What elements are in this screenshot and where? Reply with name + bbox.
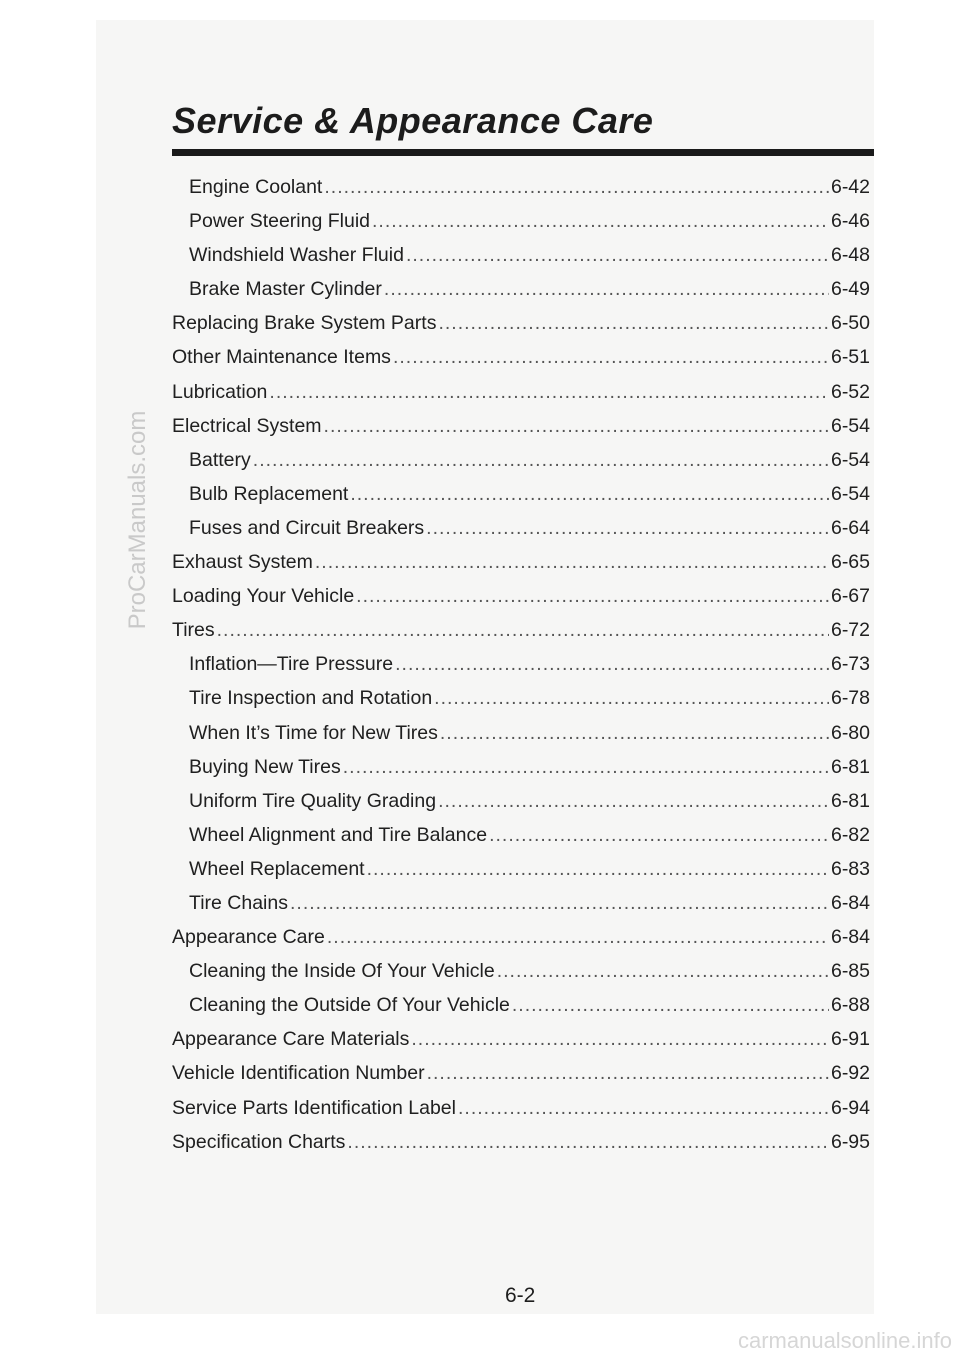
toc-entry-label: Uniform Tire Quality Grading — [189, 789, 437, 812]
toc-entry-page: 6-81 — [830, 789, 870, 812]
toc-entry-page: 6-49 — [830, 278, 870, 301]
dot-leader — [440, 722, 829, 745]
toc-entry-label: Specification Charts — [172, 1130, 346, 1153]
toc-entry[interactable] — [172, 312, 870, 346]
toc-entry[interactable] — [172, 449, 870, 483]
toc-entry-label: Brake Master Cylinder — [189, 278, 382, 301]
toc-entry[interactable] — [172, 278, 870, 312]
toc-entry-page: 6-50 — [830, 312, 870, 335]
toc-entry-label: Tire Inspection and Rotation — [189, 687, 433, 710]
dot-leader — [411, 1028, 829, 1051]
toc-entry-page: 6-81 — [830, 755, 870, 778]
toc-entry-label: Buying New Tires — [189, 755, 341, 778]
toc-entry[interactable] — [172, 756, 870, 790]
dot-leader — [406, 244, 829, 267]
dot-leader — [324, 415, 829, 438]
dot-leader — [315, 551, 829, 574]
toc-entry[interactable] — [172, 892, 870, 926]
toc-entry-page: 6-85 — [830, 960, 870, 983]
dot-leader — [395, 653, 829, 676]
toc-entry-label: Appearance Care — [172, 926, 325, 949]
toc-entry-label: Exhaust System — [172, 551, 313, 574]
toc-entry[interactable] — [172, 483, 870, 517]
toc-entry[interactable] — [172, 926, 870, 960]
toc-entry-page: 6-88 — [830, 994, 870, 1017]
dot-leader — [347, 1131, 829, 1154]
dot-leader — [438, 790, 829, 813]
dot-leader — [290, 892, 829, 915]
toc-entry[interactable] — [172, 790, 870, 824]
toc-entry-label: Cleaning the Outside Of Your Vehicle — [189, 994, 510, 1017]
toc-entry[interactable] — [172, 210, 870, 244]
toc-entry-label: Replacing Brake System Parts — [172, 312, 437, 335]
toc-entry-label: Tires — [172, 619, 215, 642]
toc-entry-page: 6-83 — [830, 857, 870, 880]
dot-leader — [458, 1097, 829, 1120]
dot-leader — [489, 824, 829, 847]
toc-entry[interactable] — [172, 858, 870, 892]
toc-entry[interactable] — [172, 960, 870, 994]
toc-entry-page: 6-42 — [830, 176, 870, 198]
dot-leader — [350, 483, 829, 506]
toc-entry-page: 6-91 — [830, 1028, 870, 1051]
toc-entry-page: 6-48 — [830, 244, 870, 267]
dot-leader — [426, 517, 829, 540]
toc-entry-label: Battery — [189, 448, 251, 471]
toc-entry-label: Tire Chains — [189, 891, 288, 914]
toc-entry-page: 6-80 — [830, 721, 870, 744]
footer-watermark: carmanualsonline.info — [737, 1328, 952, 1353]
toc-entry-page: 6-73 — [830, 653, 870, 676]
dot-leader — [253, 449, 829, 472]
toc-entry-page: 6-82 — [830, 823, 870, 846]
toc-entry-label: Fuses and Circuit Breakers — [189, 516, 425, 539]
toc-entry[interactable] — [172, 619, 870, 653]
dot-leader — [367, 858, 829, 881]
toc-entry-label: Bulb Replacement — [189, 482, 349, 505]
toc-entry-label: When It’s Time for New Tires — [189, 721, 438, 744]
toc-entry[interactable] — [172, 244, 870, 278]
toc-entry[interactable] — [172, 653, 870, 687]
toc-entry-label: Appearance Care Materials — [172, 1028, 410, 1051]
toc-entry[interactable] — [172, 551, 870, 585]
toc-entry-label: Vehicle Identification Number — [172, 1062, 425, 1085]
dot-leader — [356, 585, 829, 608]
dot-leader — [393, 346, 829, 369]
toc-entry-page: 6-54 — [830, 414, 870, 437]
toc-entry-label: Cleaning the Inside Of Your Vehicle — [189, 960, 495, 983]
toc-entry-page: 6-72 — [830, 619, 870, 642]
dot-leader — [327, 926, 829, 949]
toc-entry-label: Engine Coolant — [189, 176, 323, 198]
toc-entry[interactable] — [172, 585, 870, 619]
toc-entry-page: 6-78 — [830, 687, 870, 710]
toc-entry[interactable] — [172, 415, 870, 449]
toc-entry-label: Wheel Alignment and Tire Balance — [189, 823, 488, 846]
dot-leader — [372, 210, 829, 233]
dot-leader — [512, 994, 829, 1017]
toc-entry[interactable] — [172, 1062, 870, 1096]
toc-entry[interactable] — [172, 381, 870, 415]
toc-entry-page: 6-65 — [830, 551, 870, 574]
toc-entry-page: 6-52 — [830, 380, 870, 403]
toc-entry-page: 6-64 — [830, 516, 870, 539]
toc-entry[interactable] — [172, 687, 870, 721]
toc-entry[interactable] — [172, 1097, 870, 1131]
page-number: 6-2 — [505, 1284, 536, 1307]
side-watermark: ProCarManuals.com — [124, 410, 151, 630]
dot-leader — [343, 756, 829, 779]
section-title: Service & Appearance Care — [172, 100, 654, 141]
toc-entry-page: 6-46 — [830, 210, 870, 233]
toc-entry-label: Wheel Replacement — [189, 857, 365, 880]
toc-entry-label: Service Parts Identification Label — [172, 1096, 456, 1119]
dot-leader — [497, 960, 829, 983]
toc-entry-label: Lubrication — [172, 380, 268, 403]
toc-entry[interactable] — [172, 346, 870, 380]
dot-leader — [438, 312, 829, 335]
toc-entry[interactable] — [172, 517, 870, 551]
toc-entry[interactable] — [172, 176, 870, 210]
toc-entry[interactable] — [172, 722, 870, 756]
dot-leader — [434, 687, 829, 710]
toc-entry[interactable] — [172, 994, 870, 1028]
toc-entry[interactable] — [172, 1028, 870, 1062]
dot-leader — [269, 381, 829, 404]
toc-entry[interactable] — [172, 824, 870, 858]
toc-entry-page: 6-54 — [830, 448, 870, 471]
toc-entry-label: Electrical System — [172, 414, 322, 437]
dot-leader — [324, 176, 829, 199]
toc-entry-label: Inflation—Tire Pressure — [189, 653, 394, 676]
toc-entry-label: Loading Your Vehicle — [172, 585, 355, 608]
toc-entry-label: Power Steering Fluid — [189, 210, 371, 233]
dot-leader — [427, 1062, 829, 1085]
toc-entry-label: Other Maintenance Items — [172, 346, 391, 369]
toc-entry-page: 6-51 — [830, 346, 870, 369]
toc-entry-page: 6-84 — [830, 926, 870, 949]
toc-entry-page: 6-95 — [830, 1130, 870, 1153]
toc-entry-label: Windshield Washer Fluid — [189, 244, 404, 267]
title-rule — [172, 149, 874, 156]
dot-leader — [217, 619, 829, 642]
toc-entry-page: 6-92 — [830, 1062, 870, 1085]
toc-entry-page: 6-84 — [830, 891, 870, 914]
toc-entry-page: 6-67 — [830, 585, 870, 608]
table-of-contents — [172, 176, 870, 1165]
toc-entry-page: 6-54 — [830, 482, 870, 505]
toc-entry-page: 6-94 — [830, 1096, 870, 1119]
toc-entry[interactable] — [172, 1131, 870, 1165]
dot-leader — [384, 278, 829, 301]
